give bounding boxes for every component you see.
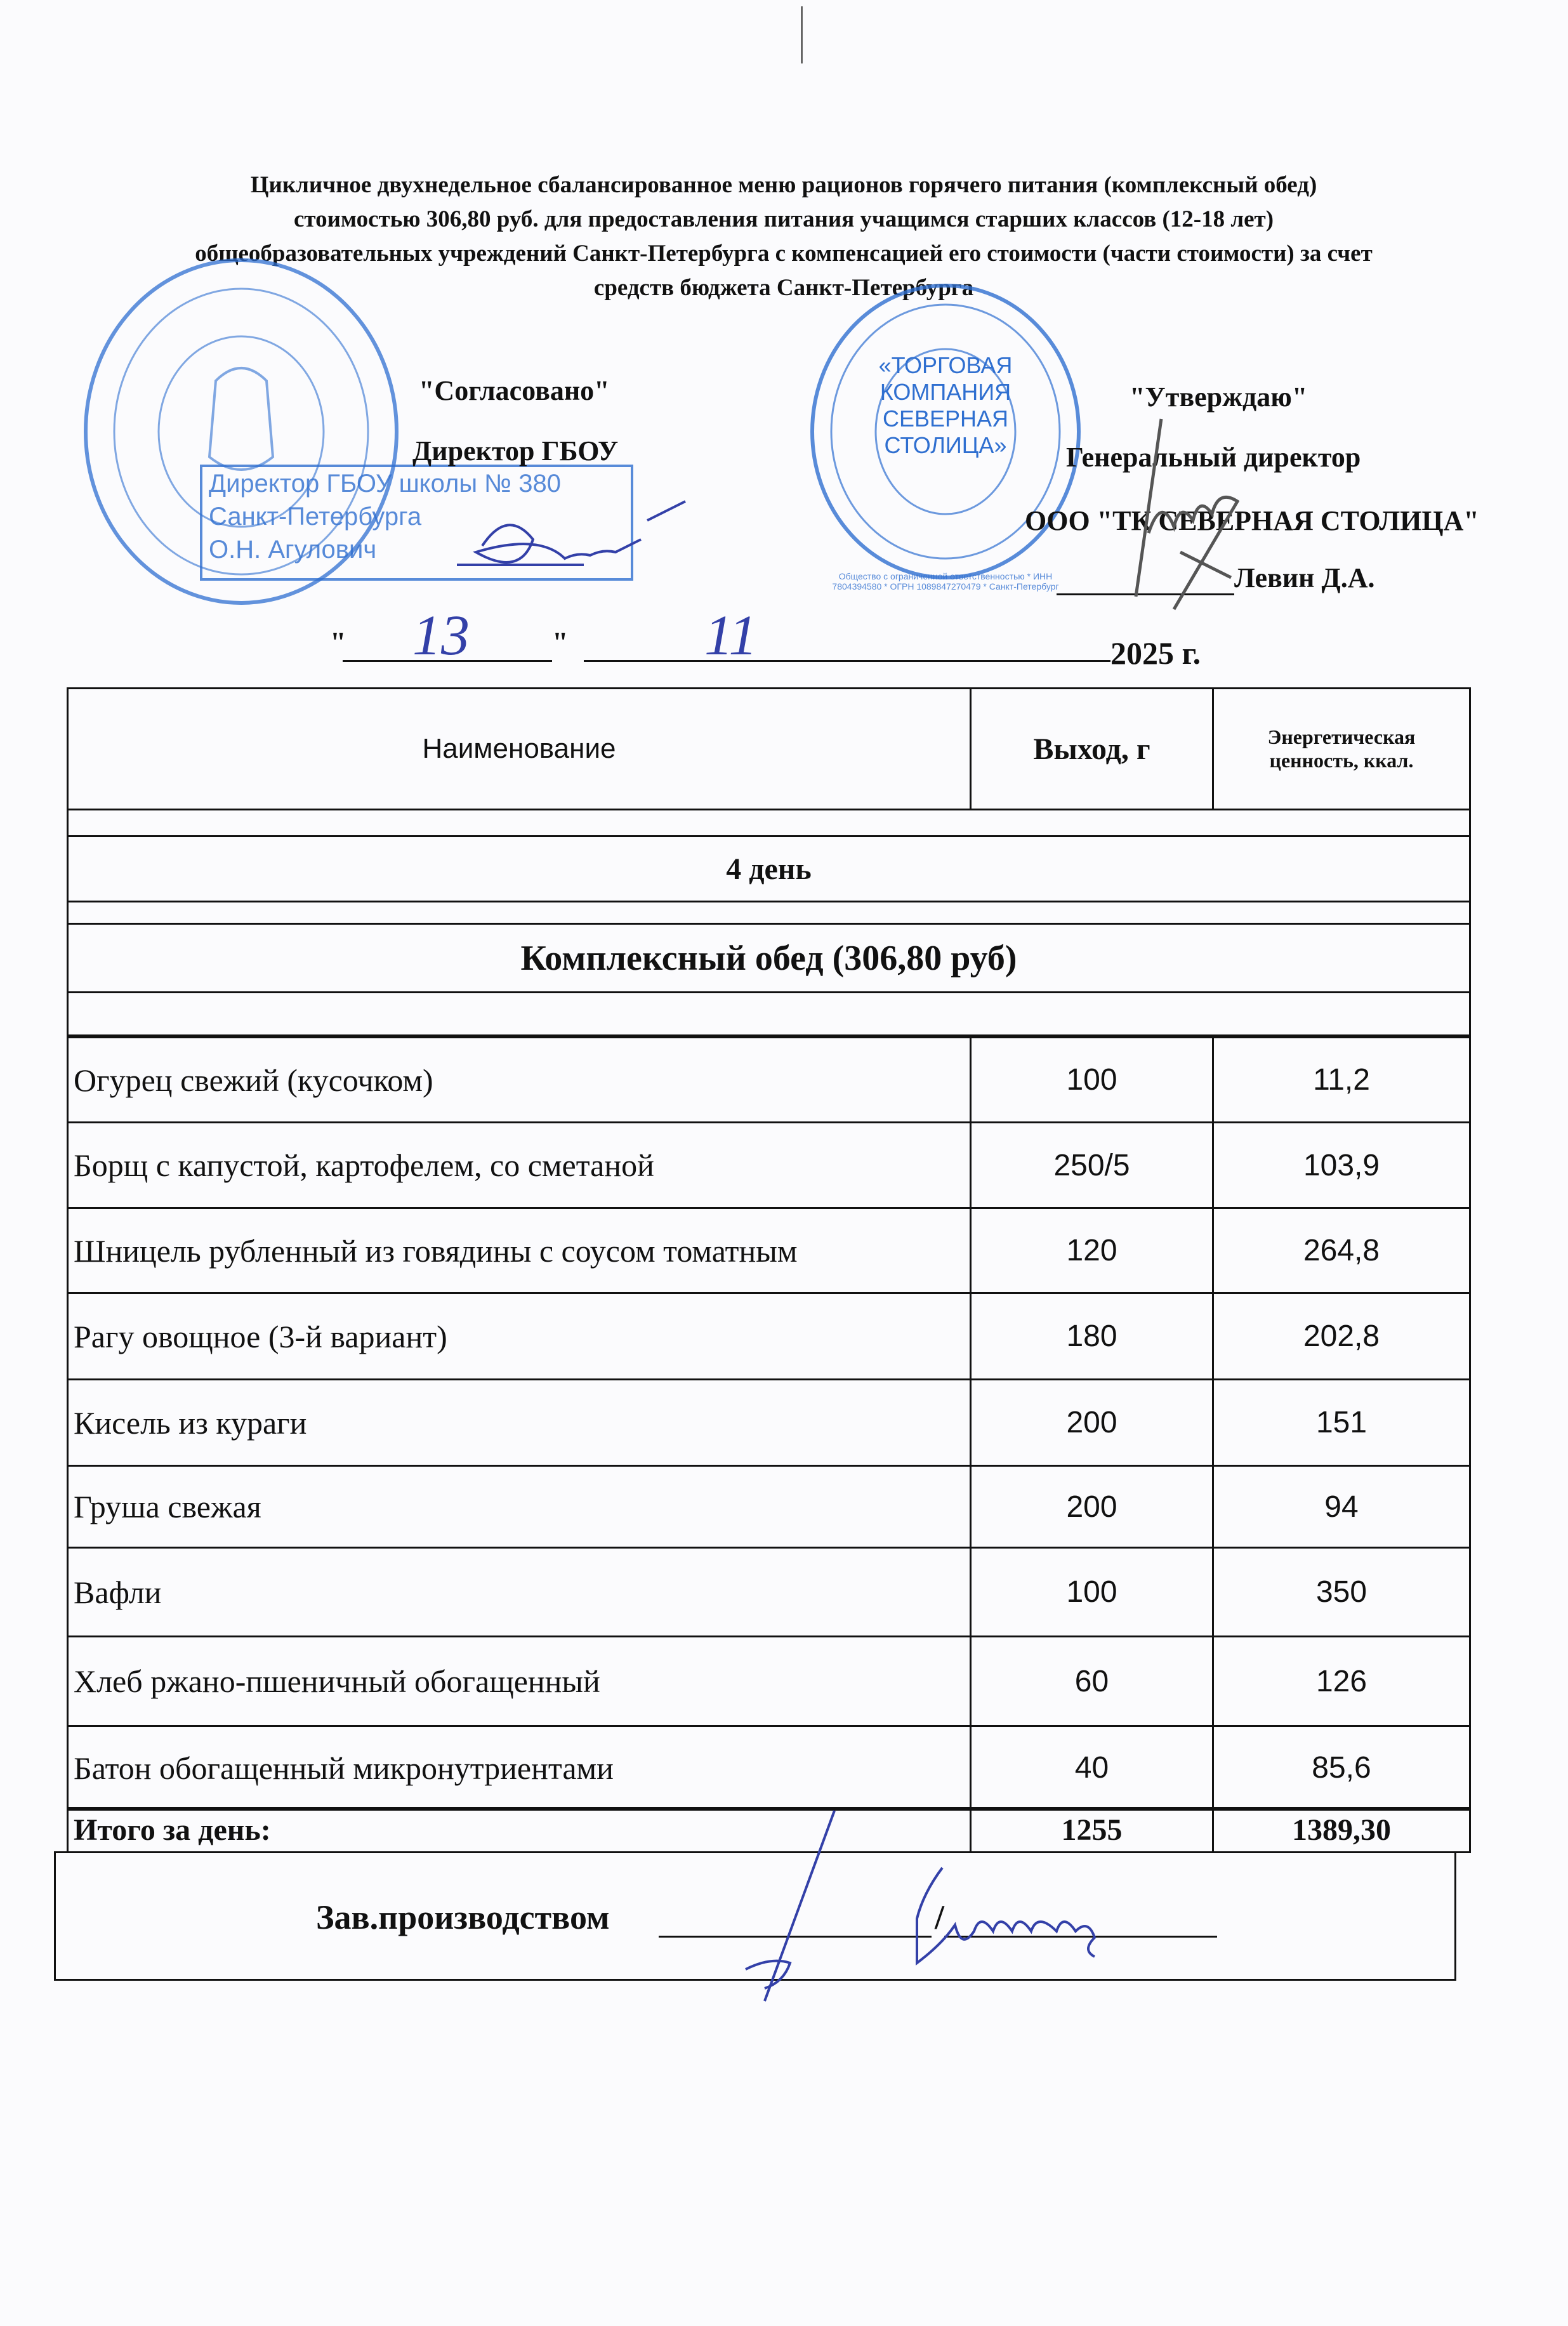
- item-yield: 100: [970, 1036, 1214, 1123]
- director-signature: [444, 495, 711, 590]
- date-year: 2025 г.: [1110, 635, 1201, 671]
- item-yield: 40: [970, 1725, 1214, 1811]
- item-yield: 180: [970, 1292, 1214, 1380]
- empty-row: [67, 809, 1471, 837]
- signature-separator: /: [935, 1898, 945, 1936]
- date-quote-close: ": [552, 626, 569, 658]
- title-line: общеобразовательных учреждений Санкт-Петербурга с компенсацией его стоимости (части стоимости) за счет: [195, 241, 1373, 267]
- total-yield: 1255: [970, 1807, 1214, 1853]
- item-energy: 151: [1212, 1378, 1471, 1467]
- company-stamp-ring-text: Общество с ограниченной ответственностью * ИНН 7804394580 * ОГРН 1089847270479 * Санкт-Петербург: [832, 571, 1059, 591]
- approved-position: Генеральный директор: [1066, 442, 1361, 473]
- stamp-line: КОМПАНИЯ: [880, 379, 1011, 405]
- approved-company: ООО "ТК СЕВЕРНАЯ СТОЛИЦА": [1025, 505, 1479, 536]
- item-energy: 264,8: [1212, 1207, 1471, 1294]
- agreed-position: Директор ГБОУ: [412, 435, 619, 466]
- item-yield: 200: [970, 1378, 1214, 1467]
- item-energy: 11,2: [1212, 1036, 1471, 1123]
- production-manager-label: Зав.производством: [316, 1898, 610, 1936]
- total-label: Итого за день:: [67, 1807, 972, 1853]
- meal-label-row: Комплексный обед (306,80 руб): [67, 923, 1471, 993]
- item-yield: 250/5: [970, 1121, 1214, 1209]
- item-energy: 103,9: [1212, 1121, 1471, 1209]
- production-manager-signature: [727, 1804, 1298, 2007]
- agreed-label: "Согласовано": [419, 375, 610, 406]
- item-name: Груша свежая: [67, 1465, 972, 1549]
- date-month-line: [584, 660, 1110, 662]
- empty-row: [67, 901, 1471, 925]
- item-energy: 202,8: [1212, 1292, 1471, 1380]
- item-name: Шницель рубленный из говядины с соусом томатным: [67, 1207, 972, 1294]
- header-name: Наименование: [67, 687, 972, 810]
- title-line: стоимостью 306,80 руб. для предоставления питания учащимся старших классов (12-18 лет): [293, 206, 1274, 232]
- approved-label: "Утверждаю": [1130, 381, 1308, 413]
- approved-name: Левин Д.А.: [1234, 562, 1375, 593]
- stamp-line: СТОЛИЦА»: [884, 432, 1007, 458]
- item-energy: 94: [1212, 1465, 1471, 1549]
- date-month: 11: [704, 604, 758, 667]
- item-name: Борщ с капустой, картофелем, со сметаной: [67, 1121, 972, 1209]
- item-name: Огурец свежий (кусочком): [67, 1036, 972, 1123]
- total-energy: 1389,30: [1212, 1807, 1471, 1853]
- item-name: Рагу овощное (3-й вариант): [67, 1292, 972, 1380]
- item-name: Батон обогащенный микронутриентами: [67, 1725, 972, 1811]
- item-energy: 350: [1212, 1547, 1471, 1637]
- scan-edge-mark: [801, 6, 803, 63]
- company-stamp-center: [869, 352, 1022, 459]
- date-day: 13: [412, 604, 470, 667]
- item-yield: 200: [970, 1465, 1214, 1549]
- general-director-signature: [1098, 406, 1301, 622]
- title-line: Цикличное двухнедельное сбалансированное меню рационов горячего питания (комплексный обед): [250, 172, 1317, 198]
- item-energy: 126: [1212, 1635, 1471, 1727]
- item-name: Хлеб ржано-пшеничный обогащенный: [67, 1635, 972, 1727]
- item-name: Вафли: [67, 1547, 972, 1637]
- day-label-row: 4 день: [67, 835, 1471, 902]
- date-quote-open: ": [330, 626, 346, 658]
- item-energy: 85,6: [1212, 1725, 1471, 1811]
- item-yield: 120: [970, 1207, 1214, 1294]
- item-yield: 100: [970, 1547, 1214, 1637]
- title-line: средств бюджета Санкт-Петербурга: [593, 275, 974, 301]
- stamp-line: Санкт-Петербурга: [209, 503, 422, 531]
- stamp-line: «ТОРГОВАЯ: [878, 352, 1013, 378]
- header-energy: Энергетическая ценность, ккал.: [1212, 687, 1471, 810]
- empty-row: [67, 991, 1471, 1036]
- item-name: Кисель из кураги: [67, 1378, 972, 1467]
- header-yield: Выход, г: [970, 687, 1214, 810]
- menu-table: [67, 687, 1471, 1981]
- item-yield: 60: [970, 1635, 1214, 1727]
- stamp-line: Директор ГБОУ школы № 380: [209, 470, 561, 498]
- stamp-line: СЕВЕРНАЯ: [882, 406, 1009, 432]
- stamp-line: О.Н. Агулович: [209, 536, 377, 564]
